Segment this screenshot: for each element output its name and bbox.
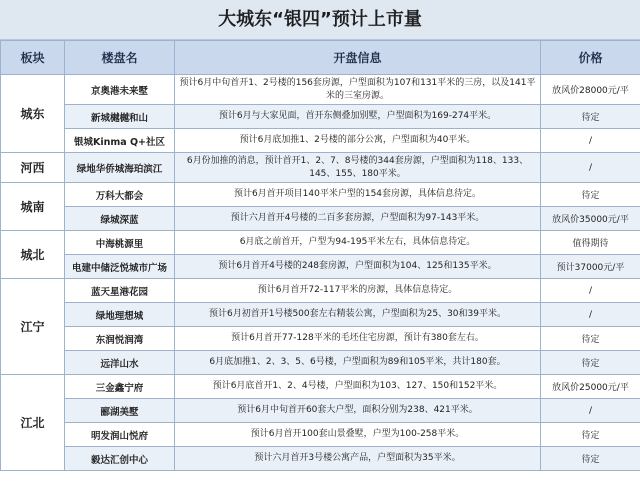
opening-info-cell: 6月份加推的消息，预计首开1、2、7、8号楼的344套房源，户型面积为118、133、145、155、180平米。 xyxy=(175,153,541,183)
table-body xyxy=(1,75,640,471)
project-name-cell: 绿城深蓝 xyxy=(65,207,175,231)
project-name-cell: 电建中储泛悦城市广场 xyxy=(65,255,175,279)
opening-info-cell: 预计六月首开4号楼的二百多套房源，户型面积为97-143平米。 xyxy=(175,207,541,231)
opening-info-cell: 预计6月首开项目140平米户型的154套房源，具体信息待定。 xyxy=(175,183,541,207)
opening-info-cell: 预计6月首开4号楼的248套房源，户型面积为104、125和135平米。 xyxy=(175,255,541,279)
table-row xyxy=(1,279,640,303)
region-cell: 江北 xyxy=(1,375,65,471)
price-cell: 放风价25000元/平 xyxy=(541,375,640,399)
table-row xyxy=(1,129,640,153)
price-cell: 放风价28000元/平 xyxy=(541,75,640,105)
project-name-cell: 东润悦润湾 xyxy=(65,327,175,351)
region-cell: 城南 xyxy=(1,183,65,231)
price-cell: / xyxy=(541,153,640,183)
project-name-cell: 中海桃源里 xyxy=(65,231,175,255)
opening-info-cell: 预计6月与大家见面，首开东侧叠加别墅，户型面积为169-274平米。 xyxy=(175,105,541,129)
opening-info-cell: 预计6月底加推1、2号楼的部分公寓，户型面积为40平米。 xyxy=(175,129,541,153)
project-name-cell: 毅达汇创中心 xyxy=(65,447,175,471)
project-name-cell: 绿地理想城 xyxy=(65,303,175,327)
header-price: 价格 xyxy=(541,41,640,75)
opening-info-cell: 预计6月底首开1、2、4号楼，户型面积为103、127、150和152平米。 xyxy=(175,375,541,399)
table-row xyxy=(1,231,640,255)
table-row xyxy=(1,303,640,327)
table-row xyxy=(1,105,640,129)
project-name-cell: 新城樾樾和山 xyxy=(65,105,175,129)
price-cell: 值得期待 xyxy=(541,231,640,255)
opening-info-cell: 6月底之前首开，户型为94-195平米左右，具体信息待定。 xyxy=(175,231,541,255)
price-cell: 待定 xyxy=(541,105,640,129)
header-row xyxy=(1,41,640,75)
project-name-cell: 绿地华侨城海珀滨江 xyxy=(65,153,175,183)
opening-info-cell: 预计6月首开100套山景叠墅，户型为100-258平米。 xyxy=(175,423,541,447)
table-row xyxy=(1,351,640,375)
table-row xyxy=(1,423,640,447)
price-cell: 待定 xyxy=(541,423,640,447)
table-row xyxy=(1,255,640,279)
table-title: 大城东“银四”预计上市量 xyxy=(0,0,640,40)
region-cell: 河西 xyxy=(1,153,65,183)
price-cell: / xyxy=(541,303,640,327)
price-cell: 待定 xyxy=(541,327,640,351)
table-row xyxy=(1,183,640,207)
table-row xyxy=(1,327,640,351)
table-row xyxy=(1,375,640,399)
project-name-cell: 远洋山水 xyxy=(65,351,175,375)
opening-info-cell: 预计6月初首开1号楼500套左右精装公寓，户型面积为25、30和39平米。 xyxy=(175,303,541,327)
header-project: 楼盘名 xyxy=(65,41,175,75)
price-cell: 待定 xyxy=(541,447,640,471)
region-cell: 城东 xyxy=(1,75,65,153)
table-row xyxy=(1,75,640,105)
header-region: 板块 xyxy=(1,41,65,75)
table-row xyxy=(1,399,640,423)
header-opening-info: 开盘信息 xyxy=(175,41,541,75)
table-row xyxy=(1,447,640,471)
price-cell: / xyxy=(541,129,640,153)
price-cell: 预计37000元/平 xyxy=(541,255,640,279)
project-name-cell: 万科大都会 xyxy=(65,183,175,207)
opening-info-cell: 预计6月中旬首开1、2号楼的156套房源，户型面积为107和131平米的三房，以及141平米的三室房源。 xyxy=(175,75,541,105)
supply-table xyxy=(0,40,640,471)
opening-info-cell: 预计6月首开77-128平米的毛坯住宅房源，预计有380套左右。 xyxy=(175,327,541,351)
price-cell: / xyxy=(541,279,640,303)
project-name-cell: 银城Kinma Q+社区 xyxy=(65,129,175,153)
price-cell: / xyxy=(541,399,640,423)
price-cell: 待定 xyxy=(541,183,640,207)
table-row xyxy=(1,207,640,231)
project-name-cell: 京奥港未来墅 xyxy=(65,75,175,105)
project-name-cell: 郦湖美墅 xyxy=(65,399,175,423)
opening-info-cell: 预计六月首开3号楼公寓产品，户型面积为35平米。 xyxy=(175,447,541,471)
price-cell: 待定 xyxy=(541,351,640,375)
project-name-cell: 蓝天星港花园 xyxy=(65,279,175,303)
region-cell: 江宁 xyxy=(1,279,65,375)
price-cell: 放风价35000元/平 xyxy=(541,207,640,231)
region-cell: 城北 xyxy=(1,231,65,279)
table-row xyxy=(1,153,640,183)
opening-info-cell: 预计6月首开72-117平米的房源，具体信息待定。 xyxy=(175,279,541,303)
project-name-cell: 明发润山悦府 xyxy=(65,423,175,447)
opening-info-cell: 6月底加推1、2、3、5、6号楼，户型面积为89和105平米，共计180套。 xyxy=(175,351,541,375)
opening-info-cell: 预计6月中旬首开60套大户型，面积分别为238、421平米。 xyxy=(175,399,541,423)
project-name-cell: 三金鑫宁府 xyxy=(65,375,175,399)
